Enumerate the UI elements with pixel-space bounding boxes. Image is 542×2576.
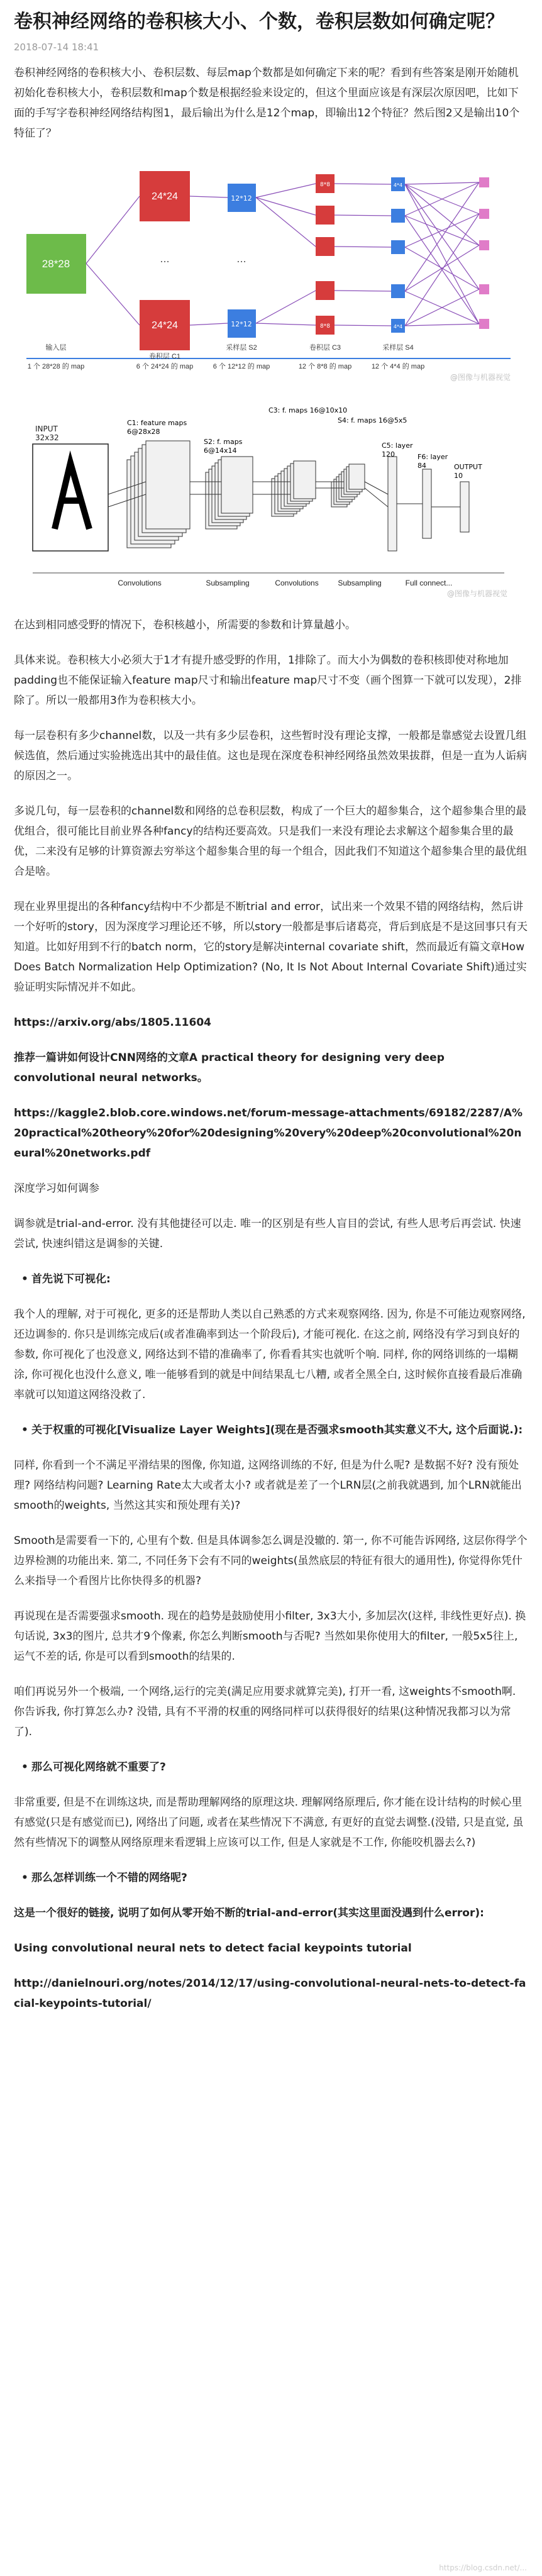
paragraph-3: 每一层卷积有多少channel数，以及一共有多少层卷积，这些暂时没有理论支撑，一般都是靠感觉去设置几组候选值，然后通过实验挑选出其中的最佳值。这也是现在深度卷积神经网络虽然效果拔群，但是一直为人诟病的原因之一。 bbox=[14, 730, 527, 782]
lenet-svg bbox=[20, 394, 517, 601]
s2-stack bbox=[206, 457, 253, 529]
c1-map-top-label: 24*24 bbox=[152, 191, 178, 202]
svg-text:Subsampling: Subsampling bbox=[206, 579, 250, 587]
s2-dots: ... bbox=[236, 253, 246, 265]
svg-text:10: 10 bbox=[454, 472, 463, 480]
figure2-watermark: @图像与机器视觉 bbox=[446, 589, 507, 598]
paragraph-13: 咱们再说另外一个极端, 一个网络,运行的完美(满足应用要求就算完美), 打开一看, 这weights不smooth啊. 你告诉我, 你打算怎么办? 没错, 具有不平滑的权重的网络同样可以获得很好的结果(这种情况我都习以为常了). bbox=[14, 1685, 516, 1738]
paragraph-5: 现在业界里提出的各种fancy结构中不少都是不断trial and error，试出来一个效果不错的网络结构，然后讲一个好听的story，因为深度学习理论还不够，所以story一般都是事后诸葛亮，背后到底是不是这回事只有天知道。比如好用到不行的batch norm，它的story是解决internal covariate shift，然而最近有篇文章How Does Batch Normalization Help Optimization? (No, It Is Not About Internal Covariate Shift)通过实验证明实际情况并不如此。 bbox=[14, 901, 528, 994]
svg-text:4*4: 4*4 bbox=[393, 324, 403, 330]
svg-text:Full connect...: Full connect... bbox=[405, 579, 453, 587]
bullet-dot-icon: • bbox=[21, 1761, 28, 1774]
paragraph-9: 我个人的理解, 对于可视化, 更多的还是帮助人类以自己熟悉的方式来观察网络. 因为, 你是不可能边观察网络, 还边调参的. 你只是训练完成后(或者准确率到达一个阶段后), 才能可视化. 在这之前, 网络没有学习到良好的参数, 你可视化了也没意义, 网络达到不错的准确率了, 你看看其实也就听个响. 同样, 你的网络训练的一塌糊涂, 你可视化也没什么意义, 唯一能够看到的就是中间结果乱七八糟, 或者全黑全白, 这时候你直接看最后准确率就可以知道这网络没救了. bbox=[14, 1308, 526, 1401]
svg-text:输入层: 输入层 bbox=[45, 344, 67, 352]
paragraph-16: Using convolutional neural nets to detect facial keypoints tutorial bbox=[14, 1942, 412, 1955]
c1-dots: ... bbox=[160, 253, 170, 265]
bullet-weights-text: 关于权重的可视化[Visualize Layer Weights](现在是否强求smooth其实意义不大, 这个后面说.): bbox=[31, 1424, 523, 1436]
svg-text:Convolutions: Convolutions bbox=[275, 579, 319, 587]
danielnouri-link[interactable]: http://danielnouri.org/notes/2014/12/17/using-convolutional-neural-nets-to-detect-facial-keypoints-tutorial/ bbox=[14, 1977, 526, 2010]
svg-text:8*8: 8*8 bbox=[320, 182, 330, 188]
c1-map-bottom-label: 24*24 bbox=[152, 320, 178, 331]
publish-date: 2018-07-14 18:41 bbox=[14, 42, 99, 53]
paragraph-14: 非常重要, 但是不在训练这块, 而是帮助理解网络的原理这块. 理解网络原理后, 你才能在设计结构的时候心里有感觉(只是有感觉而已), 网络出了问题, 或者在某些情况下不满意, 有更好的直觉去调整.(没错, 只是直觉, 虽然有些情况下的调整从网络原理来看逻辑上应该可以工作, 但是人家就是不工作, 你能咬机器去么?) bbox=[14, 1796, 524, 1849]
article-title: 卷积神经网络的卷积核大小、个数，卷积层数如何确定呢？ bbox=[14, 11, 504, 33]
svg-text:1 个 28*28 的 map: 1 个 28*28 的 map bbox=[27, 363, 85, 370]
s2-map-bottom-label: 12*12 bbox=[231, 320, 252, 328]
footer-watermark: https://blog.csdn.net/... bbox=[439, 2563, 527, 2572]
svg-text:12 个 4*4 的 map: 12 个 4*4 的 map bbox=[371, 363, 425, 370]
c1-stack bbox=[127, 441, 190, 548]
paragraph-1: 在达到相同感受野的情况下，卷积核越小，所需要的参数和计算量越小。 bbox=[14, 619, 356, 631]
kaggle-link[interactable]: https://kaggle2.blob.core.windows.net/forum-message-attachments/69182/2287/A%20practical%20theory%20for%20designing%20very%20deep%20convolutional%20neural%20networks.pdf bbox=[14, 1107, 523, 1160]
bullet-dot-icon: • bbox=[21, 1872, 28, 1884]
bullet-training bbox=[14, 1868, 528, 1888]
input-map-label: 28*28 bbox=[41, 258, 70, 270]
svg-text:32x32: 32x32 bbox=[35, 433, 59, 442]
figure-lenet-diagram bbox=[20, 394, 517, 601]
bullet-importance bbox=[14, 1757, 528, 1777]
figure-cnn-diagram-1 bbox=[20, 158, 517, 385]
paragraph-10: 同样, 你看到一个不满足平滑结果的图像, 你知道, 这网络训练的不好, 但是为什么呢? 是数据不好? 没有预处理? 网络结构问题? Learning Rate太大或者太小? 或者就是差了一个LRN层(之前我就遇到, 加个LRN就能出smooth的weights, 当然这其实和预处理有关)? bbox=[14, 1459, 522, 1512]
paragraph-4: 多说几句，每一层卷积的channel数和网络的总卷积层数，构成了一个巨大的超参集合，这个超参集合里的最优组合，很可能比目前业界各种fancy的结构还要高效。只是我们一来没有理论去求解这个超参集合里的最优，二来没有足够的计算资源去穷举这个超参集合里的每一个组合，因此我们不知道这个超参集合里的最优组合是啥。 bbox=[14, 805, 527, 878]
figure1-watermark: @图像与机器视觉 bbox=[450, 373, 511, 382]
bullet-visualization-text: 首先说下可视化: bbox=[31, 1273, 111, 1285]
svg-text:6 个 12*12 的 map: 6 个 12*12 的 map bbox=[213, 363, 270, 370]
svg-text:4*4: 4*4 bbox=[393, 182, 403, 188]
paragraph-15: 这是一个很好的链接, 说明了如何从零开始不断的trial-and-error(其实这里面没遇到什么error): bbox=[14, 1907, 484, 1919]
svg-text:S2: f. maps: S2: f. maps bbox=[204, 438, 243, 446]
paragraph-11: Smooth是需要看一下的, 心里有个数. 但是具体调参怎么调是没辙的. 第一, 你不可能告诉网络, 这层你得学个边界检测的功能出来. 第二, 不同任务下会有不同的weights(虽然底层的特征有很大的通用性), 你觉得你凭什么来指导一个看图片比你快得多的机器? bbox=[14, 1535, 528, 1587]
svg-text:12 个 8*8 的 map: 12 个 8*8 的 map bbox=[298, 363, 352, 370]
arxiv-link[interactable]: https://arxiv.org/abs/1805.11604 bbox=[14, 1016, 211, 1029]
svg-text:Convolutions: Convolutions bbox=[118, 579, 162, 587]
bullet-dot-icon: • bbox=[21, 1273, 28, 1285]
svg-text:6 个 24*24 的 map: 6 个 24*24 的 map bbox=[136, 363, 194, 370]
svg-text:S4: f. maps 16@5x5: S4: f. maps 16@5x5 bbox=[338, 416, 407, 425]
bullet-visualization bbox=[14, 1269, 528, 1289]
svg-text:卷积层 C3: 卷积层 C3 bbox=[309, 344, 341, 352]
bullet-importance-text: 那么可视化网络就不重要了? bbox=[31, 1761, 166, 1774]
paragraph-6: 推荐一篇讲如何设计CNN网络的文章A practical theory for designing very deep convolutional neural networks。 bbox=[14, 1052, 445, 1084]
svg-text:F6: layer: F6: layer bbox=[418, 453, 448, 461]
svg-text:C5: layer: C5: layer bbox=[382, 441, 413, 450]
bullet-weights bbox=[14, 1420, 528, 1440]
svg-text:Subsampling: Subsampling bbox=[338, 579, 382, 587]
svg-text:卷积层 C1: 卷积层 C1 bbox=[148, 353, 181, 360]
svg-text:OUTPUT: OUTPUT bbox=[454, 463, 482, 471]
s2-map-top-label: 12*12 bbox=[231, 194, 252, 203]
svg-text:84: 84 bbox=[418, 462, 426, 470]
svg-text:6@14x14: 6@14x14 bbox=[204, 447, 237, 455]
bullet-training-text: 那么怎样训练一个不错的网络呢? bbox=[31, 1872, 187, 1884]
svg-text:6@28x28: 6@28x28 bbox=[127, 428, 160, 436]
bullet-dot-icon: • bbox=[21, 1424, 28, 1436]
paragraph-8: 调参就是trial-and-error. 没有其他捷径可以走. 唯一的区别是有些人盲目的尝试, 有些人思考后再尝试. 快速尝试, 快速纠错这是调参的关键. bbox=[14, 1218, 521, 1250]
svg-text:采样层 S4: 采样层 S4 bbox=[382, 344, 414, 352]
svg-text:120: 120 bbox=[382, 450, 395, 458]
svg-text:C3: f. maps 16@10x10: C3: f. maps 16@10x10 bbox=[268, 406, 348, 414]
svg-text:INPUT: INPUT bbox=[35, 425, 58, 433]
svg-text:C1: feature maps: C1: feature maps bbox=[127, 419, 187, 427]
svg-text:8*8: 8*8 bbox=[320, 323, 330, 330]
paragraph-2: 具体来说。卷积核大小必须大于1才有提升感受野的作用，1排除了。而大小为偶数的卷积核即使对称地加padding也不能保证输入feature map尺寸和输出feature map尺寸不变（画个图算一下就可以发现），2排除了。所以一般都用3作为卷积核大小。 bbox=[14, 654, 522, 707]
intro-paragraph: 卷积神经网络的卷积核大小、卷积层数、每层map个数都是如何确定下来的呢？看到有些答案是刚开始随机初始化卷积核大小，卷积层数和map个数是根据经验来设定的，但这个里面应该是有深层次原因吧，比如下面的手写字卷积神经网络结构图1，最后输出为什么是12个map，即输出12个特征？然后图2又是输出10个特征了？ bbox=[14, 67, 520, 140]
cnn-diagram-svg bbox=[20, 158, 517, 385]
svg-text:采样层 S2: 采样层 S2 bbox=[226, 344, 257, 352]
paragraph-7: 深度学习如何调参 bbox=[14, 1182, 99, 1195]
paragraph-12: 再说现在是否需要强求smooth. 现在的趋势是鼓励使用小filter, 3x3大小, 多加层次(这样, 非线性更好点). 换句话说, 3x3的图片, 总共才9个像素, 你怎么判断smooth与否呢? 当然如果你使用大的filter, 一般5x5往上, 运气不差的话, 你是可以看到smooth的结果的. bbox=[14, 1610, 526, 1663]
